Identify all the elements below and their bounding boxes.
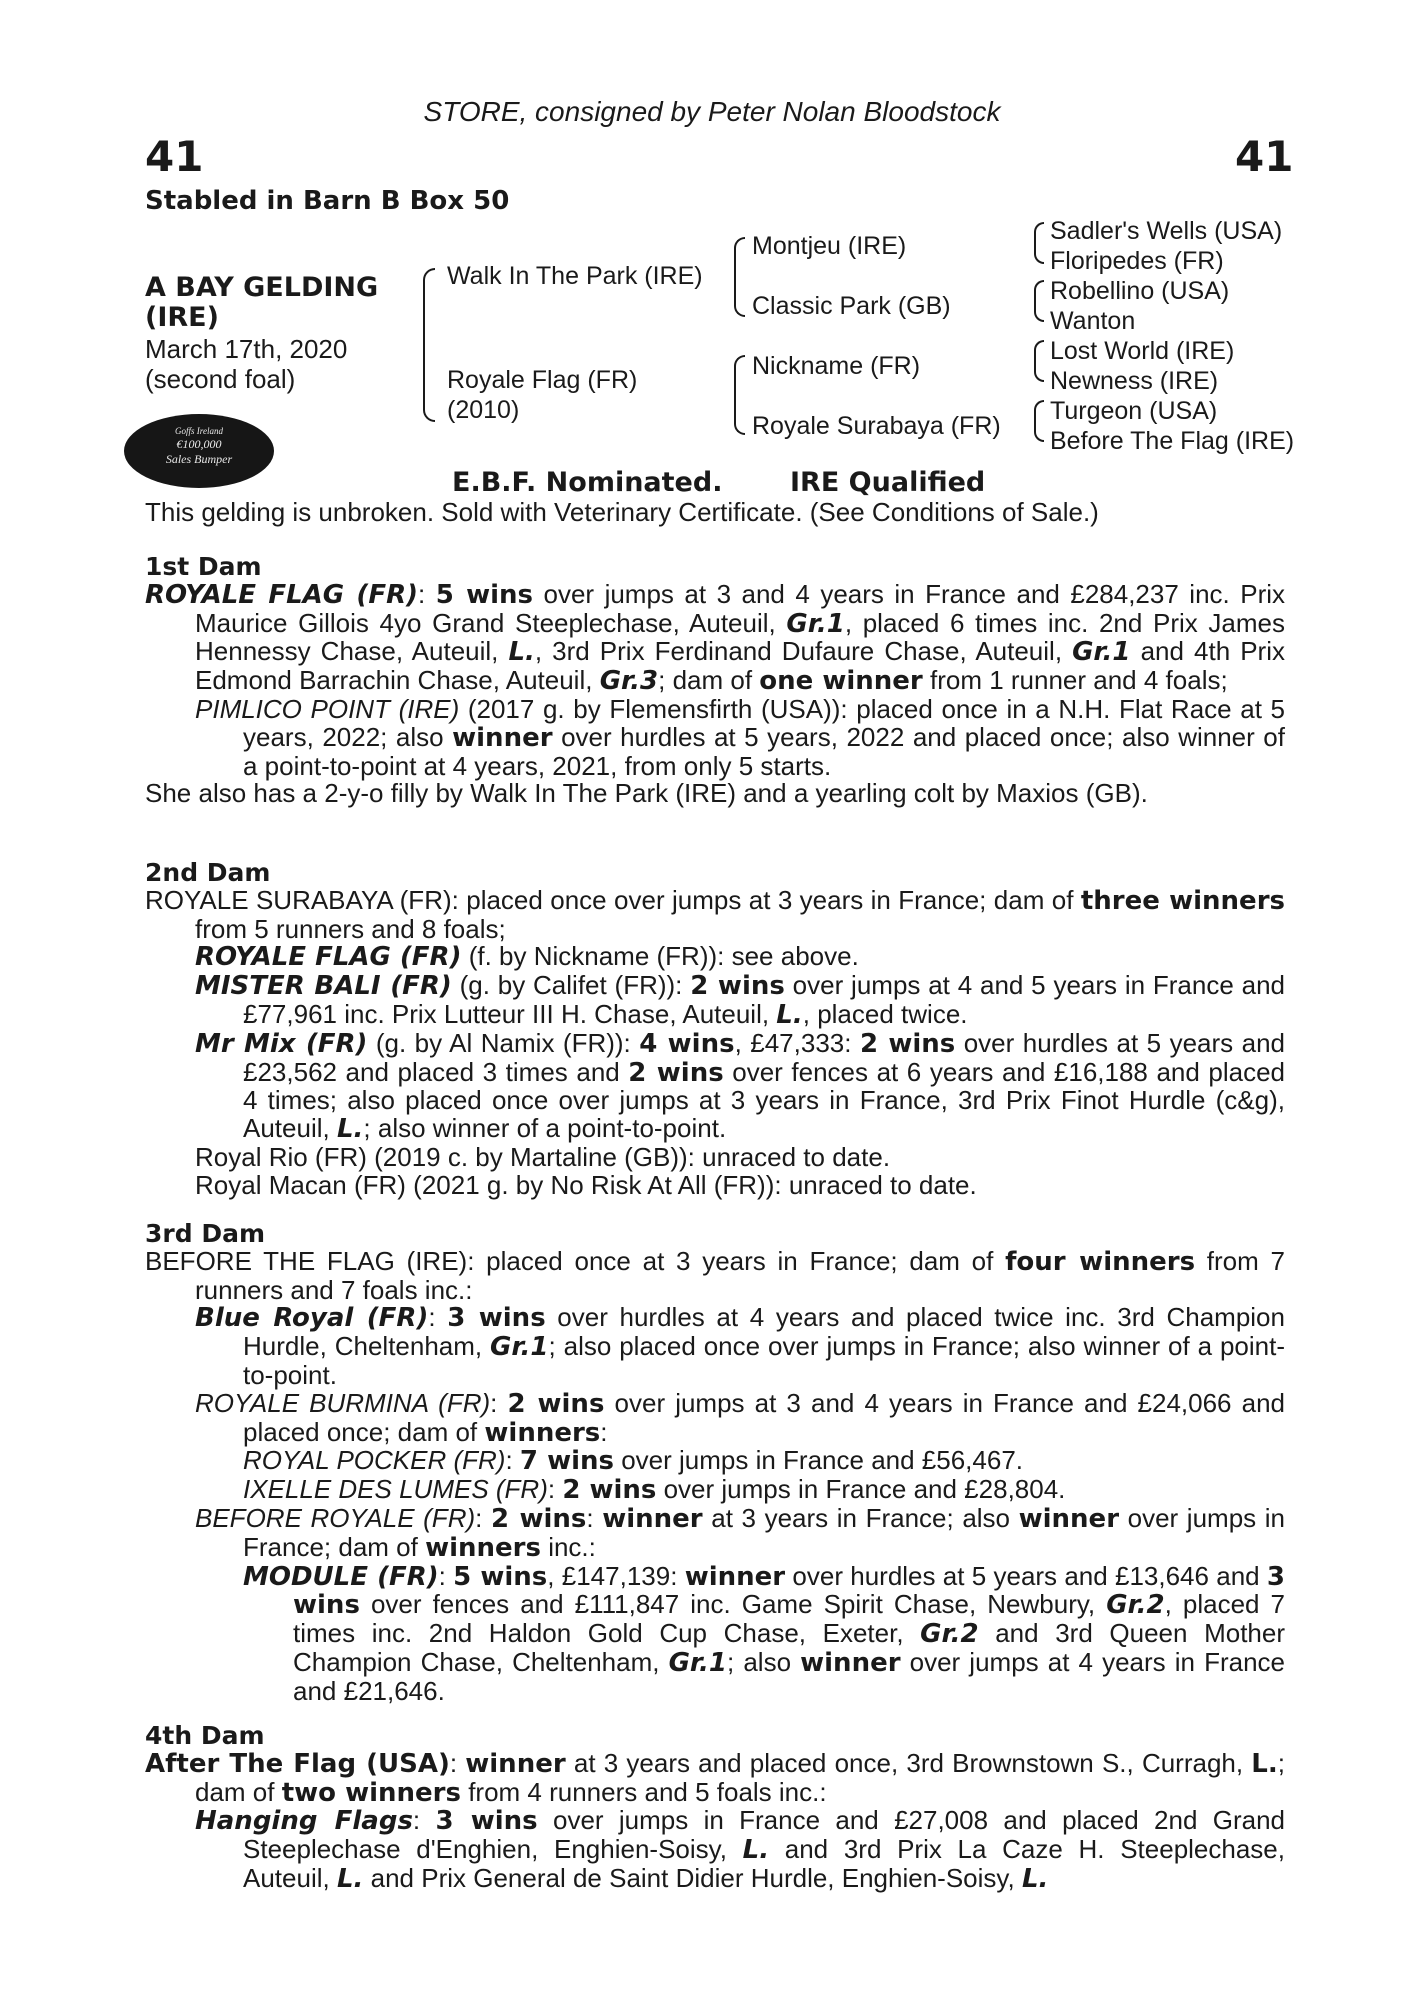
- sale-condition: This gelding is unbroken. Sold with Veterinary Certificate. (See Conditions of Sale.): [145, 497, 1099, 527]
- text: , £47,333:: [734, 1027, 860, 1058]
- pedigree-sdd: Wanton: [1050, 307, 1136, 335]
- text: over jumps in France and £56,467.: [613, 1445, 1024, 1476]
- text: (f. by Nickname (FR)): see above.: [461, 941, 859, 972]
- progeny-name: MODULE (FR): [243, 1561, 439, 1592]
- text: and 3rd Prix La Caze H. Steeplechase, Auteuil,: [243, 1834, 1285, 1893]
- text: :: [586, 1502, 603, 1533]
- winner: winner: [800, 1647, 901, 1678]
- pedigree-sire-dam: Classic Park (GB): [752, 292, 951, 320]
- winners: three winners: [1080, 885, 1285, 916]
- horse-description: A BAY GELDING: [145, 272, 379, 303]
- pedigree-dam-sire: Nickname (FR): [752, 352, 921, 380]
- pedigree-dss: Lost World (IRE): [1050, 337, 1235, 365]
- progeny-name: BEFORE ROYALE (FR): [195, 1502, 476, 1533]
- wins: 2 wins: [859, 1028, 956, 1059]
- progeny-name: ROYALE BURMINA (FR): [195, 1387, 491, 1418]
- fourth-dam-heading: 4th Dam: [145, 1721, 265, 1750]
- progeny-name: MISTER BALI (FR): [195, 971, 452, 1002]
- text: over jumps in France and £28,804.: [656, 1474, 1066, 1505]
- text: , placed twice.: [802, 998, 968, 1029]
- wins: 2 wins: [507, 1388, 605, 1419]
- second-dam-section: [145, 859, 1285, 1200]
- pedigree-dam-year: (2010): [447, 396, 520, 424]
- third-dam-heading: 3rd Dam: [145, 1219, 265, 1248]
- text: ROYALE SURABAYA (FR): placed once over jumps at 3 years in France; dam of: [145, 884, 1081, 915]
- wins: 5 wins: [453, 1561, 548, 1592]
- second-dam-progeny-1: [145, 943, 1285, 972]
- text: , 3rd Prix Ferdinand Dufaure Chase, Auteuil,: [534, 636, 1073, 667]
- third-dam-progeny-2: [145, 1387, 1285, 1448]
- progeny-name: Blue Royal (FR): [195, 1303, 429, 1334]
- grade: Gr.1: [1072, 637, 1131, 668]
- text: :: [547, 1474, 563, 1505]
- first-dam-paragraph: [145, 578, 1286, 697]
- text: from 7 runners and 7 foals inc.:: [195, 1245, 1285, 1305]
- text: over jumps at 3 and 4 years in France and £284,237 inc. Prix Maurice Gillois 4yo Grand Steeplechase, Auteuil,: [195, 578, 1286, 638]
- second-dam-progeny-4: Royal Rio (FR) (2019 c. by Martaline (GB)): unraced to date.: [195, 1141, 891, 1172]
- bracket-dd-parents: [1034, 400, 1044, 442]
- wins: 3 wins: [447, 1303, 546, 1334]
- text: , placed 7 times inc. 2nd Haldon Gold Cup Chase, Exeter,: [293, 1589, 1285, 1649]
- listed: L.: [336, 1114, 364, 1145]
- progeny-name: ROYAL POCKER (FR): [243, 1445, 506, 1476]
- text: :: [600, 1416, 608, 1447]
- third-dam-paragraph: [145, 1245, 1285, 1305]
- text: :: [412, 1805, 436, 1836]
- winners: one winner: [759, 666, 923, 697]
- second-dam-progeny-5: Royal Macan (FR) (2021 g. by No Risk At All (FR)): unraced to date.: [195, 1169, 977, 1200]
- text: ; also placed once over jumps in France; also winner of a point-to-point.: [243, 1331, 1285, 1390]
- text: over hurdles at 5 years, 2022 and placed once; also winner of a point-to-point at 4 years, 2021, from only 5 starts.: [243, 721, 1285, 781]
- wins: 2 wins: [628, 1057, 724, 1088]
- grade: Gr.2: [920, 1619, 979, 1650]
- pedigree-sss: Sadler's Wells (USA): [1050, 217, 1283, 245]
- winner: winner: [452, 722, 553, 753]
- text: from 5 runners and 8 foals;: [195, 913, 506, 944]
- text: ; dam of: [195, 1747, 1285, 1807]
- listed: L.: [742, 1835, 770, 1866]
- text: :: [475, 1502, 491, 1533]
- text: :: [449, 1747, 466, 1778]
- wins: 2 wins: [690, 971, 785, 1002]
- first-dam-progeny: [145, 693, 1285, 781]
- wins: 7 wins: [519, 1446, 614, 1477]
- horse-origin: (IRE): [145, 302, 219, 333]
- second-dam-progeny-2: [145, 972, 1285, 1030]
- fourth-dam-paragraph: [145, 1747, 1285, 1808]
- text: over jumps in France; dam of: [243, 1502, 1285, 1562]
- text: :: [490, 1387, 508, 1418]
- grade: Gr.2: [1106, 1590, 1165, 1621]
- ire-qualified: IRE Qualified: [790, 467, 986, 498]
- text: :: [417, 578, 436, 609]
- third-dam-section: [145, 1220, 1285, 1706]
- winner: winner: [465, 1748, 566, 1779]
- winners: four winners: [1005, 1246, 1196, 1277]
- pedigree-ssd: Floripedes (FR): [1050, 247, 1224, 275]
- first-dam-section: [145, 553, 1285, 808]
- third-dam-grand-progeny-1: [145, 1447, 1285, 1476]
- text: over fences at 6 years and £16,188 and placed 4 times; also placed once over jumps at 3 years in France, 3rd Prix Finot Hurdle (c&g), Auteuil,: [243, 1056, 1286, 1144]
- pedigree-dds: Turgeon (USA): [1050, 397, 1218, 425]
- grade: Gr.1: [490, 1332, 549, 1363]
- text: and Prix General de Saint Didier Hurdle, Enghien-Soisy,: [363, 1862, 1022, 1893]
- text: over fences and £111,847 inc. Game Spirit Chase, Newbury,: [359, 1589, 1107, 1620]
- badge-line-1: Goffs Ireland: [175, 426, 223, 436]
- text: over hurdles at 5 years and £23,562 and placed 3 times and: [243, 1027, 1286, 1087]
- pedigree-sire: Walk In The Park (IRE): [447, 262, 703, 290]
- wins: 2 wins: [562, 1475, 657, 1506]
- third-dam-progeny-1: [145, 1304, 1285, 1389]
- pedigree-dsd: Newness (IRE): [1050, 367, 1219, 395]
- text: at 3 years and placed once, 3rd Brownstown S., Curragh,: [565, 1747, 1252, 1778]
- bracket-dam-parents: [734, 355, 745, 435]
- wins: 3 wins: [435, 1806, 538, 1837]
- first-dam-heading: 1st Dam: [145, 552, 262, 581]
- winners: winners: [484, 1417, 601, 1448]
- text: inc.:: [540, 1531, 596, 1562]
- grade: Gr.1: [668, 1647, 728, 1678]
- text: ; also winner of a point-to-point.: [363, 1113, 727, 1144]
- text: :: [428, 1302, 448, 1333]
- text: from 1 runner and 4 foals;: [922, 665, 1228, 696]
- foaling-date: March 17th, 2020: [145, 334, 348, 364]
- text: (g. by Califet (FR)):: [451, 970, 691, 1001]
- text: and 4th Prix Edmond Barrachin Chase, Auteuil,: [195, 636, 1285, 696]
- stabled-location: Stabled in Barn B Box 50: [145, 186, 510, 216]
- text: over jumps in France and £27,008 and placed 2nd Grand Steeplechase d'Enghien, Enghien-Soisy,: [243, 1805, 1286, 1865]
- third-dam-progeny-3: [145, 1502, 1285, 1563]
- text: over hurdles at 4 years and placed twice inc. 3rd Champion Hurdle, Cheltenham,: [243, 1302, 1285, 1362]
- bracket-ds-parents: [1034, 340, 1044, 382]
- winner: winner: [602, 1503, 703, 1534]
- progeny-name: Hanging Flags: [195, 1806, 413, 1837]
- fourth-dam-section: [145, 1722, 1285, 1894]
- winners: two winners: [281, 1777, 461, 1808]
- second-dam-progeny-3: [145, 1027, 1286, 1145]
- sales-bumper-badge: [124, 414, 274, 488]
- foal-note: (second foal): [145, 364, 296, 394]
- winners: winners: [425, 1532, 541, 1563]
- fourth-dam-progeny-1: [145, 1807, 1285, 1893]
- ebf-nominated: E.B.F. Nominated.: [452, 467, 723, 498]
- listed: L.: [1251, 1748, 1278, 1779]
- fourth-dam-name: After The Flag (USA): [145, 1748, 450, 1779]
- pedigree-ddd: Before The Flag (IRE): [1050, 427, 1295, 455]
- bracket-ss-parents: [1034, 222, 1044, 264]
- lot-number-left: 41: [145, 132, 204, 181]
- lot-number-right: 41: [1235, 132, 1294, 181]
- text: :: [438, 1560, 454, 1591]
- progeny-name: PIMLICO POINT (IRE): [195, 693, 460, 724]
- bracket-parents: [423, 268, 435, 422]
- text: over jumps at 3 and 4 years in France and £24,066 and placed once; dam of: [243, 1387, 1285, 1447]
- wins: 3 wins: [293, 1561, 1285, 1621]
- text: , £147,139:: [547, 1560, 685, 1591]
- progeny-name: IXELLE DES LUMES (FR): [243, 1474, 548, 1505]
- first-dam-also: She also has a 2-y-o filly by Walk In The Park (IRE) and a yearling colt by Maxios (GB).: [145, 778, 1148, 809]
- listed: L.: [336, 1863, 364, 1894]
- consignor-line: STORE, consigned by Peter Nolan Bloodstock: [423, 96, 1001, 127]
- third-dam-grand-progeny-2: [145, 1476, 1285, 1505]
- text: BEFORE THE FLAG (IRE): placed once at 3 years in France; dam of: [145, 1245, 1006, 1276]
- badge-line-2: €100,000: [176, 437, 222, 451]
- text: over hurdles at 5 years and £13,646 and: [785, 1560, 1267, 1591]
- pedigree-dam: Royale Flag (FR): [447, 366, 638, 394]
- pedigree-sds: Robellino (USA): [1050, 277, 1230, 305]
- third-dam-grand-progeny-3: [145, 1560, 1285, 1706]
- text: from 4 runners and 5 foals inc.:: [460, 1776, 827, 1807]
- second-dam-heading: 2nd Dam: [145, 858, 271, 887]
- pedigree-dam-dam: Royale Surabaya (FR): [752, 412, 1001, 440]
- text: and 3rd Queen Mother Champion Chase, Cheltenham,: [293, 1618, 1285, 1677]
- text: over jumps at 4 years in France and £21,646.: [293, 1646, 1285, 1706]
- text: (g. by Al Namix (FR)):: [367, 1027, 640, 1058]
- grade: Gr.1: [786, 608, 845, 639]
- second-dam-paragraph: [145, 884, 1285, 944]
- first-dam-name: ROYALE FLAG (FR): [145, 579, 418, 610]
- text: ; also: [727, 1646, 801, 1677]
- text: ; dam of: [658, 665, 760, 696]
- bracket-sire-parents: [734, 237, 745, 317]
- listed: L.: [508, 637, 535, 668]
- wins: 5 wins: [435, 579, 534, 610]
- listed: L.: [776, 999, 803, 1030]
- wins: 2 wins: [490, 1503, 587, 1534]
- pedigree-sire-sire: Montjeu (IRE): [752, 232, 907, 260]
- text: over jumps at 4 and 5 years in France and £77,961 inc. Prix Lutteur III H. Chase, Auteuil,: [243, 970, 1285, 1029]
- bracket-sd-parents: [1034, 280, 1044, 322]
- text: :: [505, 1445, 520, 1476]
- badge-line-3: Sales Bumper: [165, 452, 233, 466]
- progeny-name: Mr Mix (FR): [195, 1028, 368, 1059]
- text: at 3 years in France; also: [702, 1502, 1019, 1533]
- grade: Gr.3: [599, 666, 659, 697]
- text: , placed 6 times inc. 2nd Prix James Hennessy Chase, Auteuil,: [195, 607, 1285, 667]
- progeny-name: ROYALE FLAG (FR): [195, 942, 462, 973]
- listed: L.: [1021, 1863, 1049, 1894]
- text: (2017 g. by Flemensfirth (USA)): placed once in a N.H. Flat Race at 5 years, 2022; also: [243, 693, 1285, 752]
- winner: winner: [684, 1561, 786, 1592]
- wins: 4 wins: [639, 1028, 735, 1059]
- winner: winner: [1018, 1503, 1120, 1534]
